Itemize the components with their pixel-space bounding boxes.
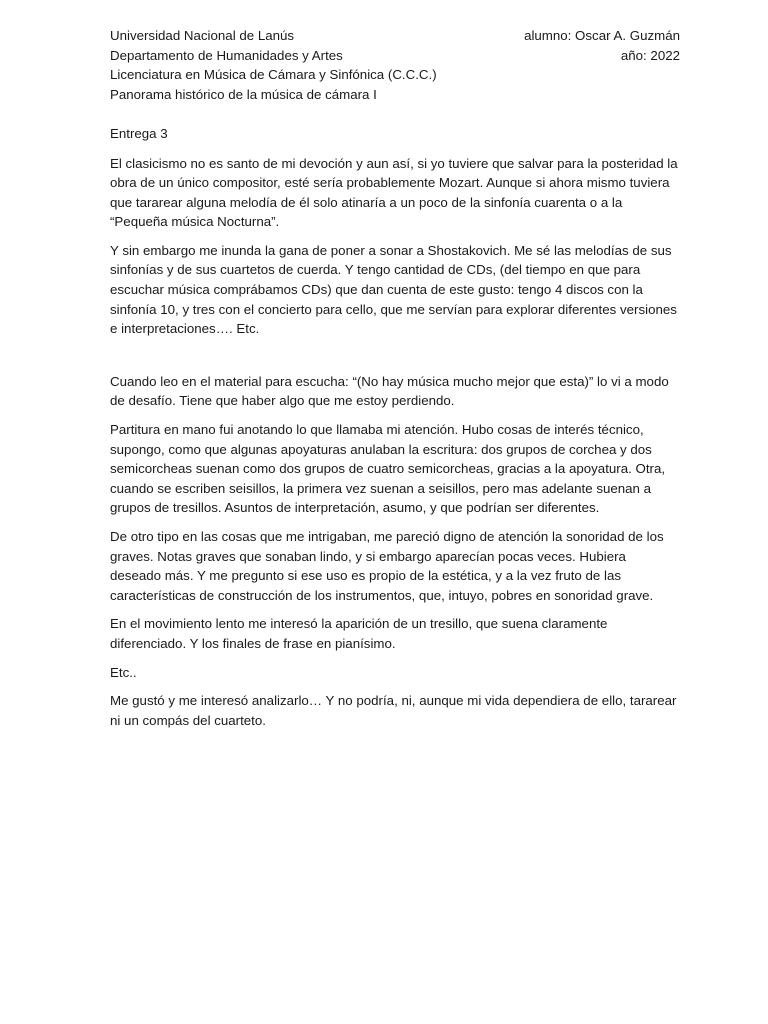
header-student-block xyxy=(524,26,680,104)
header-institution-block xyxy=(110,26,437,104)
paragraph-6: En el movimiento lento me interesó la aparición de un tresillo, que suena claramente diferenciado. Y los finales de frase en pianísimo. xyxy=(110,616,608,651)
paragraph-7: Etc.. xyxy=(110,664,137,680)
document-title: Entrega 3 xyxy=(110,126,168,141)
header-student-name: alumno: Oscar A. Guzmán xyxy=(524,28,680,43)
paragraph-4: Partitura en mano fui anotando lo que llamaba mi atención. Hubo cosas de interés técnico, supongo, como que algunas apoyaturas anulaban la escritura: dos grupos de corchea y dos semicorcheas suenan como dos grupos de cuatro semicorcheas, gracias a la apoyatura. Otra, cuando se escriben seisillos, la primera vez suenan a seisillos, pero mas adelante suenan a grupos de tresillos. Asuntos de interpretación, asumo, y que podrían ser diferentes. xyxy=(110,422,666,516)
header-course: Panorama histórico de la música de cámara I xyxy=(110,86,377,102)
header-degree: Licenciatura en Música de Cámara y Sinfónica (C.C.C.) xyxy=(110,67,437,82)
paragraph-5: De otro tipo en las cosas que me intrigaban, me pareció digno de atención la sonoridad de los graves. Notas graves que sonaban lindo, y si embargo aparecían pocas veces. Hubiera deseado más. Y me pregunto si ese uso es propio de la estética, y a la vez fruto de las características de construcción de los instrumentos, que, intuyo, pobres en sonoridad grave. xyxy=(110,529,664,603)
header-year: año: 2022 xyxy=(620,47,680,63)
header-university: Universidad Nacional de Lanús xyxy=(110,28,295,43)
document-header xyxy=(110,26,680,104)
paragraph-8: Me gustó y me interesó analizarlo… Y no podría, ni, aunque mi vida dependiera de ello, tararear ni un compás del cuarteto. xyxy=(110,693,677,728)
header-department: Departamento de Humanidades y Artes xyxy=(110,47,343,63)
paragraph-1: El clasicismo no es santo de mi devoción y aun así, si yo tuviere que salvar para la posteridad la obra de un único compositor, esté sería probablemente Mozart. Aunque si ahora mismo tuviera que tararear alguna melodía de él solo atinaría a un poco de la sinfonía cuarenta o a la “Pequeña música Nocturna”. xyxy=(110,155,678,230)
paragraph-2: Y sin embargo me inunda la gana de poner a sonar a Shostakovich. Me sé las melodías de sus sinfonías y de sus cuartetos de cuerda. Y tengo cantidad de CDs, (del tiempo en que para escuchar música comprábamos CDs) que dan cuenta de este gusto: tengo 4 discos con la sinfonía 10, y tres con el concierto para cello, que me servían para explorar diferentes versiones e interpretaciones…. Etc. xyxy=(110,242,677,337)
paragraph-3: Cuando leo en el material para escucha: “(No hay música mucho mejor que esta)” lo vi a modo de desafío. Tiene que haber algo que me estoy perdiendo. xyxy=(110,373,669,409)
